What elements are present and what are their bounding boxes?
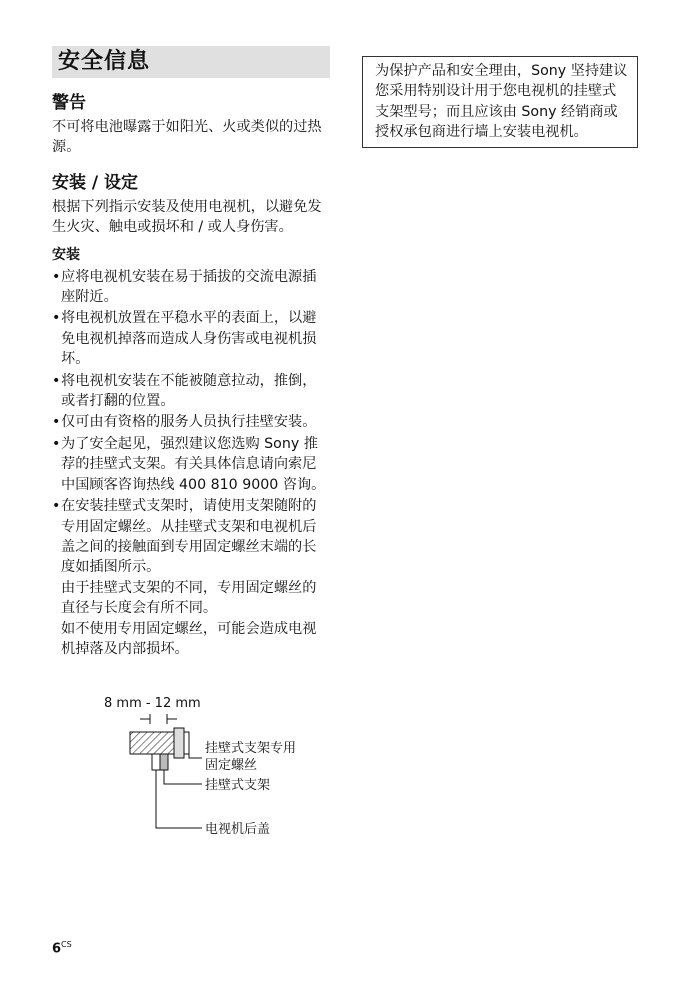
screw-diagram-svg <box>100 694 340 844</box>
page-number-suffix: CS <box>61 940 72 949</box>
left-column <box>52 46 330 660</box>
right-column <box>362 56 638 148</box>
rear-cover-plate <box>152 754 160 770</box>
leader-bracket <box>164 770 202 784</box>
wall-screws-para-1: • 在安装挂壁式支架时，请使用支架随附的专用固定螺丝。从挂壁式支架和电视机后盖之间的接触面到专用固定螺丝末端的长度如插图所示。 <box>61 498 317 576</box>
label-screw-line1: 挂壁式支架专用 <box>205 741 297 756</box>
wall-mount-notice-box: 为保护产品和安全理由，Sony 坚持建议您采用特别设计用于您电视机的挂壁式支架型号；而且应该由 Sony 经销商或授权承包商进行墙上安装电视机。 <box>362 56 638 148</box>
leader-screw <box>189 752 202 758</box>
wall-screws-para-3: 如不使用专用固定螺丝，可能会造成电视机掉落及内部损坏。 <box>61 620 317 657</box>
wall-screws-para-2: 由于挂壁式支架的不同，专用固定螺丝的直径与长度会有所不同。 <box>61 579 317 617</box>
label-bracket: 挂壁式支架 <box>205 778 271 793</box>
install-subheading: 安装 <box>52 246 80 263</box>
screw-head-cap <box>184 732 189 754</box>
label-rear-cover: 电视机后盖 <box>205 822 271 837</box>
bracket-plate <box>160 754 168 770</box>
label-screw-line2: 固定螺丝 <box>205 758 258 773</box>
warning-heading: 警告 <box>52 93 86 113</box>
screw-head <box>174 728 184 758</box>
page-number <box>52 940 72 956</box>
install-bullet: • 仅可由有资格的服务人员执行挂壁安装。 <box>52 412 330 432</box>
install-bullet: • 将电视机放置在平稳水平的表面上，以避免电视机掉落而造成人身伤害或电视机损坏。 <box>52 308 330 369</box>
screw-length-diagram <box>100 694 340 844</box>
install-bullet-list <box>52 267 330 660</box>
install-bullet: • 将电视机安装在不能被随意拉动，推倒，或者打翻的位置。 <box>52 371 330 412</box>
leader-rear-cover <box>156 770 202 828</box>
install-setup-heading: 安装 / 设定 <box>52 172 139 193</box>
warning-text: 不可将电池曝露于如阳光、火或类似的过热源。 <box>52 119 322 156</box>
install-setup-intro: 根据下列指示安装及使用电视机，以避免发生火灾、触电或损坏和 / 或人身伤害。 <box>52 198 322 236</box>
install-bullet-wall-screws <box>52 496 330 659</box>
page-number-value: 6 <box>52 941 62 957</box>
section-title: 安全信息 <box>52 46 330 78</box>
screw-shaft <box>130 732 174 754</box>
dimension-label: 8 mm - 12 mm <box>104 696 201 711</box>
install-bullet: • 为了安全起见，强烈建议您选购 Sony 推荐的挂壁式支架。有关具体信息请向索尼中国顾客咨询热线 400 810 9000 咨询。 <box>52 434 330 495</box>
install-bullet: • 应将电视机安装在易于插拔的交流电源插座附近。 <box>52 267 330 308</box>
